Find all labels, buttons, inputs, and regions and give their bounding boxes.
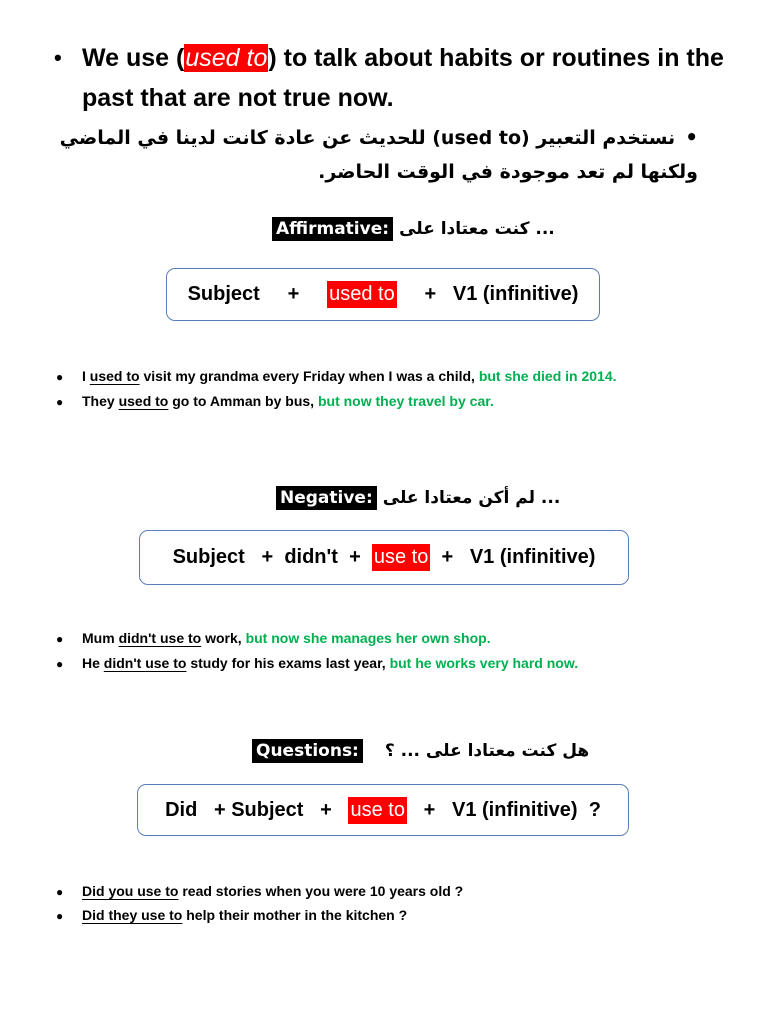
example-contrast: but she died in 2014. [478, 368, 617, 384]
example-underlined: Did they use to [82, 907, 183, 923]
arabic-note [58, 120, 698, 189]
formula-did: Did [165, 798, 198, 821]
bullet-icon: ● [56, 395, 64, 409]
formula-subject: Subject [172, 546, 245, 568]
intro-text-start: We use ( [82, 44, 185, 72]
example-text: visit my grandma every Friday when I was a child, [139, 368, 479, 384]
formula-plus: + [423, 798, 436, 821]
formula-plus: + [287, 283, 300, 305]
questions-arabic: هل كنت معتادا على ... ؟ [384, 741, 590, 761]
example-underlined: didn't use to [103, 655, 187, 671]
formula-use-to: use to [372, 544, 430, 571]
example-item [56, 393, 494, 409]
example-item [56, 630, 491, 646]
intro-text-end: ) to talk about habits or routines in the past that are not true now. [82, 44, 724, 112]
questions-heading [252, 741, 589, 761]
negative-heading [276, 488, 560, 508]
example-text: go to Amman by bus, [168, 393, 318, 409]
affirmative-arabic: كنت معتادا على ... [399, 219, 555, 239]
bullet-icon: • [685, 125, 698, 149]
example-text: help their mother in the kitchen ? [182, 907, 408, 923]
bullet-icon: ● [56, 632, 64, 646]
questions-formula-box [137, 784, 629, 836]
example-contrast: but now they travel by car. [317, 393, 494, 409]
example-item [56, 883, 463, 899]
formula-didnt: didn't [284, 546, 338, 568]
example-underlined: didn't use to [118, 630, 202, 646]
example-text: study for his exams last year, [186, 655, 390, 671]
questions-label: Questions: [252, 739, 363, 763]
example-item [56, 907, 407, 923]
formula-subject: Subject [187, 283, 260, 305]
example-contrast: but he works very hard now. [389, 655, 579, 671]
arabic-note-text: نستخدم التعبير (used to) للحديث عن عادة كانت لدينا في الماضي ولكنها لم تعد موجودة في الوقت الحاضر. [59, 127, 698, 183]
formula-question-mark: ? [588, 798, 601, 821]
bullet-icon: ● [56, 909, 64, 923]
formula-plus: + [320, 798, 332, 821]
affirmative-heading [272, 219, 555, 239]
example-text: Mum [82, 630, 119, 646]
formula-subject: Subject [231, 798, 304, 821]
negative-arabic: لم أكن معتادا على ... [382, 488, 561, 508]
example-text: read stories when you were 10 years old ? [178, 883, 464, 899]
affirmative-formula-box [166, 268, 600, 321]
example-item [56, 368, 617, 384]
negative-formula-box [139, 530, 629, 585]
formula-plus: + [441, 546, 454, 568]
intro-highlight: used to [185, 44, 268, 72]
formula-plus: + [349, 546, 361, 568]
example-underlined: Did you use to [82, 883, 179, 899]
intro-text [54, 38, 748, 118]
example-item [56, 655, 578, 671]
example-underlined: used to [89, 368, 140, 384]
formula-used-to: used to [327, 281, 397, 308]
formula-plus: + [424, 283, 437, 305]
formula-verb: V1 (infinitive) [469, 546, 596, 568]
formula-verb: V1 (infinitive) [452, 798, 578, 821]
example-text: work, [201, 630, 246, 646]
bullet-icon: ● [56, 657, 64, 671]
affirmative-label: Affirmative: [272, 217, 393, 241]
bullet-icon: • [54, 45, 62, 70]
formula-use-to: use to [348, 797, 406, 824]
example-text: He [82, 655, 104, 671]
example-text: I [82, 368, 90, 384]
example-text: They [82, 393, 119, 409]
bullet-icon: ● [56, 885, 64, 899]
negative-label: Negative: [276, 486, 377, 510]
example-contrast: but now she manages her own shop. [245, 630, 491, 646]
bullet-icon: ● [56, 370, 64, 384]
formula-verb: V1 (infinitive) [452, 283, 579, 305]
example-underlined: used to [118, 393, 169, 409]
formula-plus: + [261, 546, 274, 568]
formula-plus: + [213, 798, 226, 821]
